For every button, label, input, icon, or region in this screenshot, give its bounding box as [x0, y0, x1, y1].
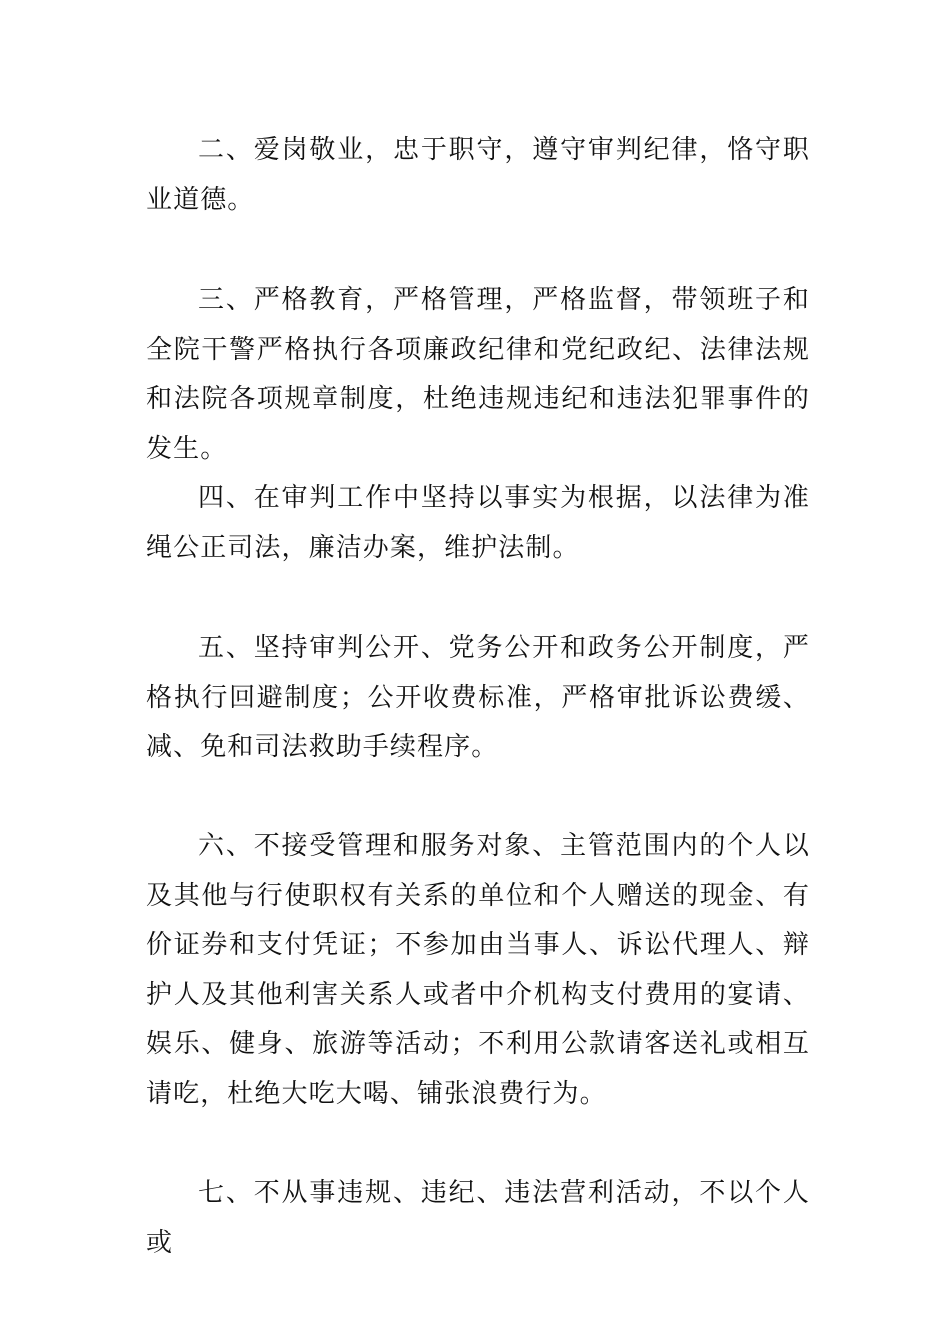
paragraph-item-4: 四、在审判工作中坚持以事实为根据，以法律为准绳公正司法，廉洁办案，维护法制。	[146, 483, 810, 563]
paragraph-item-3: 三、严格教育，严格管理，严格监督，带领班子和全院干警严格执行各项廉政纪律和党纪政纪、法律法规和法院各项规章制度，杜绝违规违纪和违法犯罪事件的发生。	[146, 285, 810, 464]
paragraph-item-7: 七、不从事违规、违纪、违法营利活动，不以个人或	[146, 1178, 810, 1258]
paragraph-item-6: 六、不接受管理和服务对象、主管范围内的个人以及其他与行使职权有关系的单位和个人赠送的现金、有价证券和支付凭证；不参加由当事人、诉讼代理人、辩护人及其他利害关系人或者中介机构支付费用的宴请、娱乐、健身、旅游等活动；不利用公款请客送礼或相互请吃，杜绝大吃大喝、铺张浪费行为。	[146, 831, 810, 1109]
paragraph-item-2: 二、爱岗敬业，忠于职守，遵守审判纪律，恪守职业道德。	[146, 135, 810, 215]
paragraph-item-5: 五、坚持审判公开、党务公开和政务公开制度，严格执行回避制度；公开收费标准，严格审批诉讼费缓、减、免和司法救助手续程序。	[146, 633, 810, 762]
